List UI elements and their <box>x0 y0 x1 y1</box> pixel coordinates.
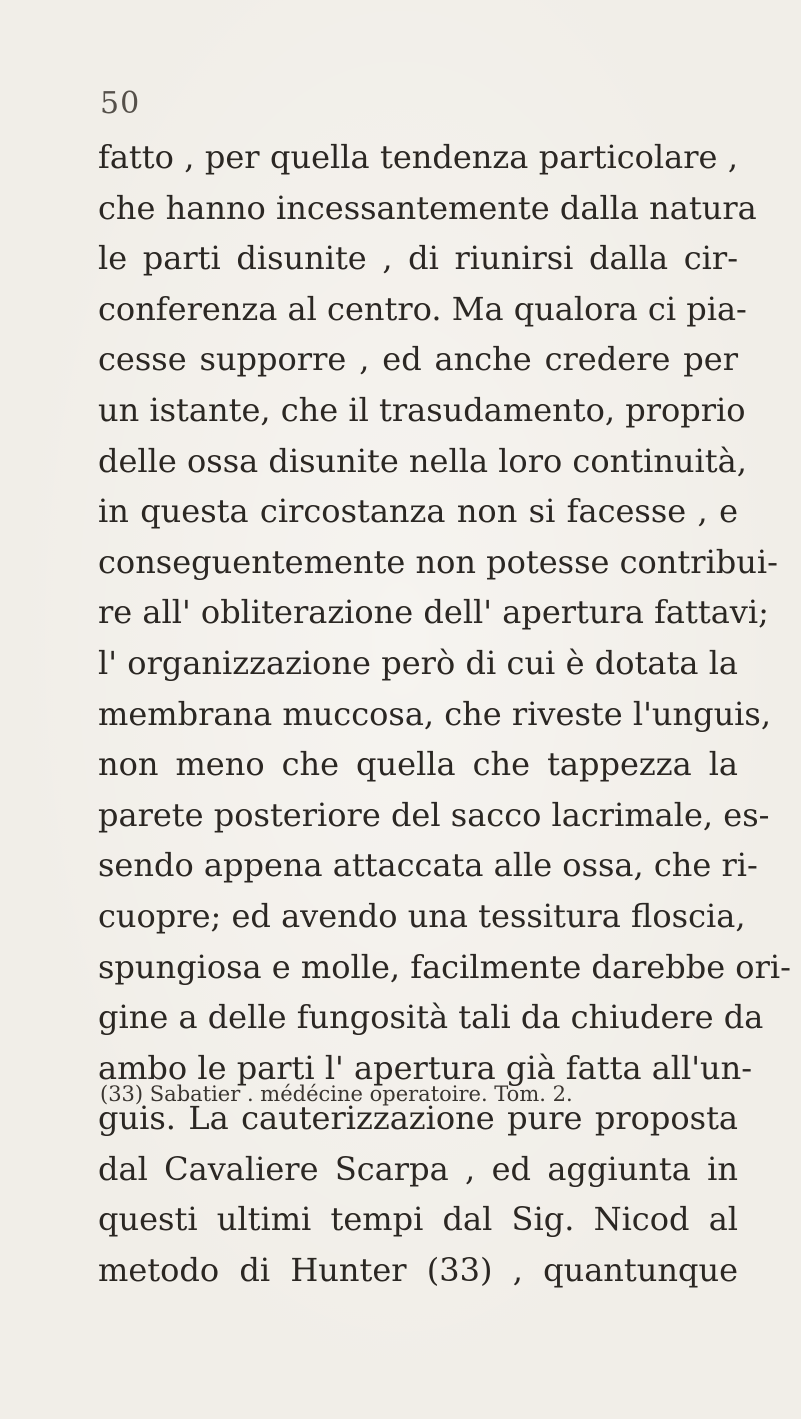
text-line: metodo di Hunter (33) , quantunque <box>98 1251 738 1290</box>
text-line: cesse supporre , ed anche credere per <box>98 340 738 379</box>
text-line: che hanno incessantemente dalla natura <box>98 188 757 227</box>
text-line: questi ultimi tempi dal Sig. Nicod al <box>98 1200 738 1239</box>
text-line: in questa circostanza non si facesse , e <box>98 492 738 531</box>
text-line: fatto , per quella tendenza particolare , <box>98 138 738 176</box>
footnote: (33) Sabatier . médécine operatoire. Tom. 2. <box>100 1082 573 1106</box>
text-line: gine a delle fungosità tali da chiudere da <box>98 998 764 1037</box>
text-line: dal Cavaliere Scarpa , ed aggiunta in <box>98 1149 738 1188</box>
text-line: guis. La cauterizzazione pure proposta <box>98 1099 738 1138</box>
text-line: non meno che quella che tappezza la <box>98 745 738 784</box>
text-line: re all' obliterazione dell' apertura fattavi; <box>98 593 769 632</box>
text-line: conferenza al centro. Ma qualora ci pia- <box>98 289 747 328</box>
text-line: membrana muccosa, che riveste l'unguis, <box>98 694 771 733</box>
text-line: ambo le parti l' apertura già fatta all'un- <box>98 1048 753 1087</box>
text-line: cuopre; ed avendo una tessitura floscia, <box>98 896 746 935</box>
text-line: delle ossa disunite nella loro continuità, <box>98 441 747 480</box>
text-line: un istante, che il trasudamento, proprio <box>98 390 746 429</box>
text-line: sendo appena attaccata alle ossa, che ri- <box>98 846 758 885</box>
text-line: l' organizzazione però di cui è dotata la <box>98 643 738 682</box>
body-text <box>98 132 791 1296</box>
text-line: spungiosa e molle, facilmente darebbe ori- <box>98 947 791 986</box>
text-line: parete posteriore del sacco lacrimale, es- <box>98 795 770 834</box>
text-line: conseguentemente non potesse contribui- <box>98 542 778 581</box>
text-line: le parti disunite , di riunirsi dalla cir- <box>98 239 738 278</box>
page-number: 50 <box>100 86 141 121</box>
